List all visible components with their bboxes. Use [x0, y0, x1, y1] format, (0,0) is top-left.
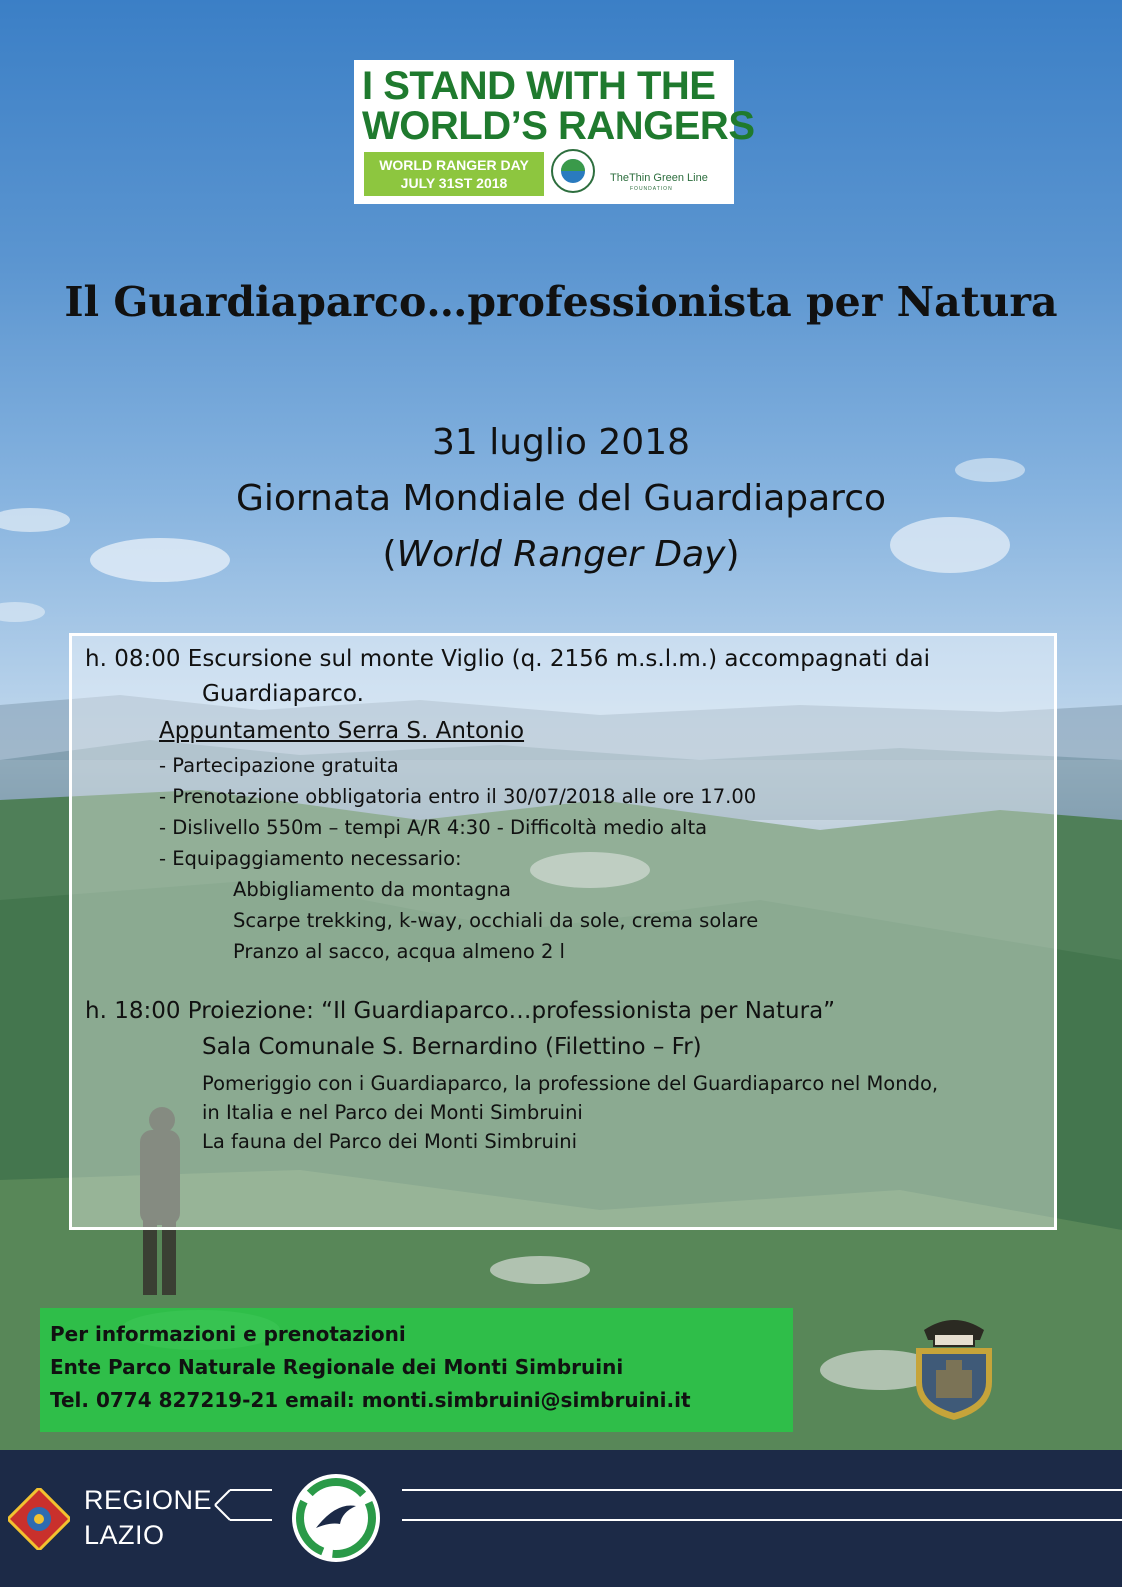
- regione-lazio-emblem-icon: [8, 1488, 70, 1550]
- event-name: Giornata Mondiale del Guardiaparco: [235, 478, 887, 519]
- venue: Sala Comunale S. Bernardino (Filettino – Fr): [202, 1034, 702, 1060]
- event-date: 31 luglio 2018: [431, 422, 690, 463]
- monti-simbruini-park-logo-icon: [290, 1472, 382, 1564]
- info-contact: Tel. 0774 827219-21 email: monti.simbruini@simbruini.it: [50, 1388, 691, 1412]
- note-item: - Equipaggiamento necessario:: [159, 847, 462, 870]
- morning-text: Escursione sul monte Viglio (q. 2156 m.s.l.m.) accompagnati dai: [187, 646, 931, 672]
- equipment-item: Scarpe trekking, k-way, occhiali da sole, crema solare: [233, 909, 759, 932]
- morning-line: [85, 646, 930, 672]
- info-organization: Ente Parco Naturale Regionale dei Monti Simbruini: [50, 1355, 624, 1379]
- irf-emblem-icon: [550, 148, 596, 194]
- logo-date-badge: [364, 152, 544, 196]
- logo-headline-2: WORLD’S RANGERS: [362, 104, 755, 148]
- equipment-item: Pranzo al sacco, acqua almeno 2 l: [233, 940, 565, 963]
- info-box: [40, 1308, 793, 1432]
- thin-green-line-label: TheThin Green Line: [610, 172, 708, 184]
- footer: [0, 1450, 1122, 1587]
- evening-line: [85, 998, 835, 1024]
- thin-green-line-sub: FOUNDATION: [630, 186, 673, 192]
- evening-detail: in Italia e nel Parco dei Monti Simbruini: [202, 1101, 583, 1124]
- program-box: [69, 633, 1057, 1230]
- evening-text: Proiezione: “Il Guardiaparco…professionista per Natura”: [187, 998, 836, 1024]
- region-name-line1: REGIONE: [84, 1485, 213, 1515]
- evening-detail: Pomeriggio con i Guardiaparco, la professione del Guardiaparco nel Mondo,: [202, 1072, 939, 1095]
- note-item: - Partecipazione gratuita: [159, 754, 399, 777]
- evening-detail: La fauna del Parco dei Monti Simbruini: [202, 1130, 578, 1153]
- event-name-english: (World Ranger Day): [382, 534, 740, 575]
- note-item: - Dislivello 550m – tempi A/R 4:30 - Difficoltà medio alta: [159, 816, 708, 839]
- note-item: - Prenotazione obbligatoria entro il 30/07/2018 alle ore 17.00: [159, 785, 757, 808]
- info-heading: Per informazioni e prenotazioni: [50, 1322, 406, 1346]
- morning-text-cont: Guardiaparco.: [202, 681, 364, 707]
- evening-time: h. 18:00: [85, 998, 181, 1024]
- footer-decoration: [0, 1450, 1122, 1587]
- page-title: Il Guardiaparco…professionista per Natura: [64, 278, 1058, 326]
- world-ranger-day-logo: [354, 60, 755, 204]
- logo-day-label: WORLD RANGER DAY: [379, 157, 529, 173]
- equipment-item: Abbigliamento da montagna: [233, 878, 511, 901]
- logo-date-label: JULY 31ST 2018: [400, 175, 508, 191]
- logo-headline-1: I STAND WITH THE: [362, 64, 716, 108]
- region-name-line2: LAZIO: [84, 1520, 165, 1550]
- meeting-point: Appuntamento Serra S. Antonio: [159, 718, 525, 744]
- morning-time: h. 08:00: [85, 646, 181, 672]
- event-name-english-text: World Ranger Day: [396, 534, 726, 575]
- municipality-crest-icon: [908, 1310, 1000, 1422]
